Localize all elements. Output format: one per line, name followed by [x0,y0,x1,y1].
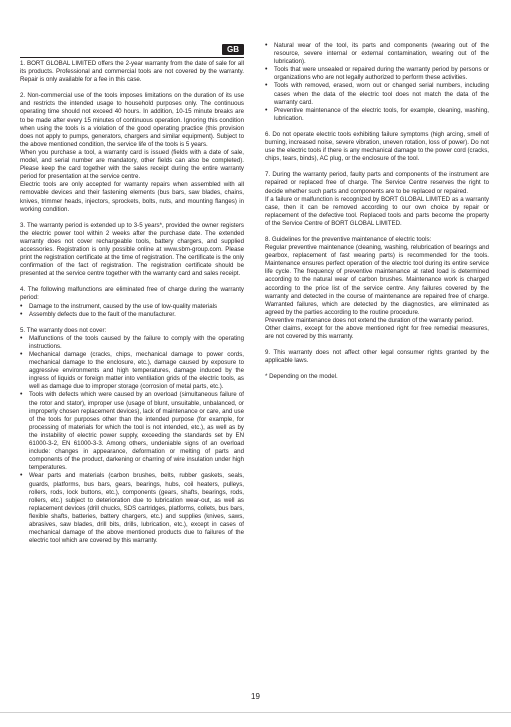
right-column [265,42,489,381]
list-item: • Malfunctions of the tools caused by the failure to comply with the operating instructions. [20,335,244,351]
list-item: • Damage to the instrument, caused by the use of low-quality materials [20,303,244,311]
list-item: • Natural wear of the tool, its parts and components (wearing out of the resource, severe internal or external contamination, wearing out of the lubrication). [265,42,489,66]
left-column [20,60,244,545]
list-item: • Preventive maintenance of the electric tools, for example, cleaning, washing, lubrication. [265,107,489,123]
footnote: * Depending on the model. [265,373,338,381]
paragraph-8d: Other claims, except for the above mentioned right for free remedial measures, are not covered by this warranty. [265,325,489,341]
paragraph-4: 4. The following malfunctions are eliminated free of charge during the warranty period: [20,286,244,302]
paragraph-7b: If a failure or malfunction is recognized by BORT GLOBAL LIMITED as a warranty case, then it can be removed according to our own choice by repair or replacement of the defective tool. Replaced tools and parts become the property of the Service Centre of BORT GLOBAL LIMITED. [265,195,489,227]
language-badge: GB [222,44,244,55]
paragraph-5: 5. The warranty does not cover: [20,326,107,334]
paragraph-8: 8. Guidelines for the preventive maintenance of electric tools: [265,235,432,243]
page-number: 19 [251,692,260,701]
list-5 [20,335,244,545]
footer-rule [0,712,511,713]
list-item: • Mechanical damage (cracks, chips, mechanical damage to power cords, mechanical damage to the enclosure, etc.), damage caused by exposure to aggressive environments and high temperatures, damage induced by the ingress of liquids or foreign matter into ventilation grids of the electric tools, as well as damage due to improper storage (corrosion of metal parts, etc.). [20,351,244,391]
paragraph-2c: Electric tools are only accepted for warranty repairs when assembled with all removable devices and their fastening elements (bus bars, saw blades, chains, knives, trimmer heads, injectors, sprockets, bolts, nuts, and mounting flanges) in working condition. [20,181,244,213]
header-rule [20,57,244,58]
paragraph-3: 3. The warranty period is extended up to 3-5 years*, provided the owner registers the electric power tool within 2 weeks after the purchase date. The extended warranty does not cover rechargeable tools, battery chargers, and supplied accessories. Registration is only possible online at www.sbm-group.com. Please print the registration certificate at the time of registration. The certificate is the only confirmation of the fact of registration. The registration certificate should be presented at the service centre together with the warranty card and sales receipt. [20,221,244,278]
list-item: • Tools with removed, erased, worn out or changed serial numbers, including cases when the data of the electric tool does not match the data of the warranty card. [265,82,489,106]
paragraph-2: 2. Non-commercial use of the tools imposes limitations on the duration of its use and restricts the intended usage to household purposes only. The continuous operating time should not exceed 40 hours. In addition, 10-15 minute breaks are to be made after every 15 minutes of continuous operation. Ignoring this condition when using the tools is a violation of the good operating practice (this provision does not apply to pumps, generators, chargers and similar equipment). Subject to the above mentioned condition, the service life of the tools is 5 years. [20,92,244,148]
paragraph-8c: Preventive maintenance does not extend the duration of the warranty period. [265,316,474,324]
list-item: • Tools that were unsealed or repaired during the warranty period by persons or organizations who are not legally authorized to perform these activities. [265,66,489,82]
list-5-continued [265,42,489,123]
list-item: • Tools with defects which were caused by an overload (simultaneous failure of the rotor and stator), improper use (usage of blunt, unsuitable, unbalanced, or improperly chosen replacement devices), lack of maintenance or care, and use of the tools for purposes other than the intended purpose (for example, for processing of materials for which the tool is not intended, etc.), as well as by the instability of electric power supply, exceeding the standards set by EN 61000-3-2, EN 61000-3-3. Among others, undeniable signs of an overload include: changes in appearance, deformation or melting of parts and components of the product, darkening or charring of wire insulation under high temperatures. [20,391,244,472]
list-item: • Wear parts and materials (carbon brushes, belts, rubber gaskets, seals, guards, platforms, bus bars, gears, bearings, hubs, coil heaters, pulleys, rollers, rods, lock buttons, etc.), components (gears, shafts, bearings, rods, rollers, etc.) subject to deterioration due to lubrication wear-out, as well as replacement devices (drill chucks, SDS cartridges, platforms, collets, bus bars, flexible shafts, batteries, battery chargers, etc.) and supplies (knives, saws, abrasives, saw blades, drill bits, drills, lubrication, etc.), except in cases of mechanical damage of the above mentioned products due to failures of the electric tool which are covered by this warranty. [20,472,244,545]
paragraph-1: 1. BORT GLOBAL LIMITED offers the 2-year warranty from the date of sale for all its products. Professional and commercial tools are not covered by the warranty. Repair is only available for a fee in this case. [20,60,244,84]
paragraph-7: 7. During the warranty period, faulty parts and components of the instrument are repaired or replaced free of charge. The Service Centre reserves the right to decide whether such parts and components are to be replaced or repaired. [265,171,489,195]
paragraph-6: 6. Do not operate electric tools exhibiting failure symptoms (high arcing, smell of burning, increased noise, severe vibration, uneven rotation, loss of power). Do not use the electric tools if there is any mechanical damage to the power cord (cracks, chips, tears, binds), AC plug, or the enclosure of the tool. [265,130,489,163]
paragraph-9: 9. This warranty does not affect other legal consumer rights granted by the applicable laws. [265,349,489,365]
list-4 [20,303,244,319]
paragraph-2b: When you purchase a tool, a warranty card is issued (fields with a date of sale, model, and serial number are mandatory, other fields can also be completed). Please keep the card together with the sales receipt during the entire warranty period for presentation at the service centre. [20,148,244,181]
paragraph-8b: Regular preventive maintenance (cleaning, washing, relubrication of bearings and gearbox, replacement of fast wearing parts) is recommended for the tools. Maintenance ensures perfect operation of the electric tool during its entire service life cycle. The frequency of preventive maintenance at rated load is determined according to the natural wear of carbon brushes. Maintenance work is charged according to the price list of the service centre. Any failures covered by the warranty and detected in the course of maintenance are repaired free of charge. Warranted failures, which are detected by the diagnostics, are eliminated as agreed by the parties according to the routine procedure. [265,244,489,316]
list-item: • Assembly defects due to the fault of the manufacturer. [20,311,244,319]
